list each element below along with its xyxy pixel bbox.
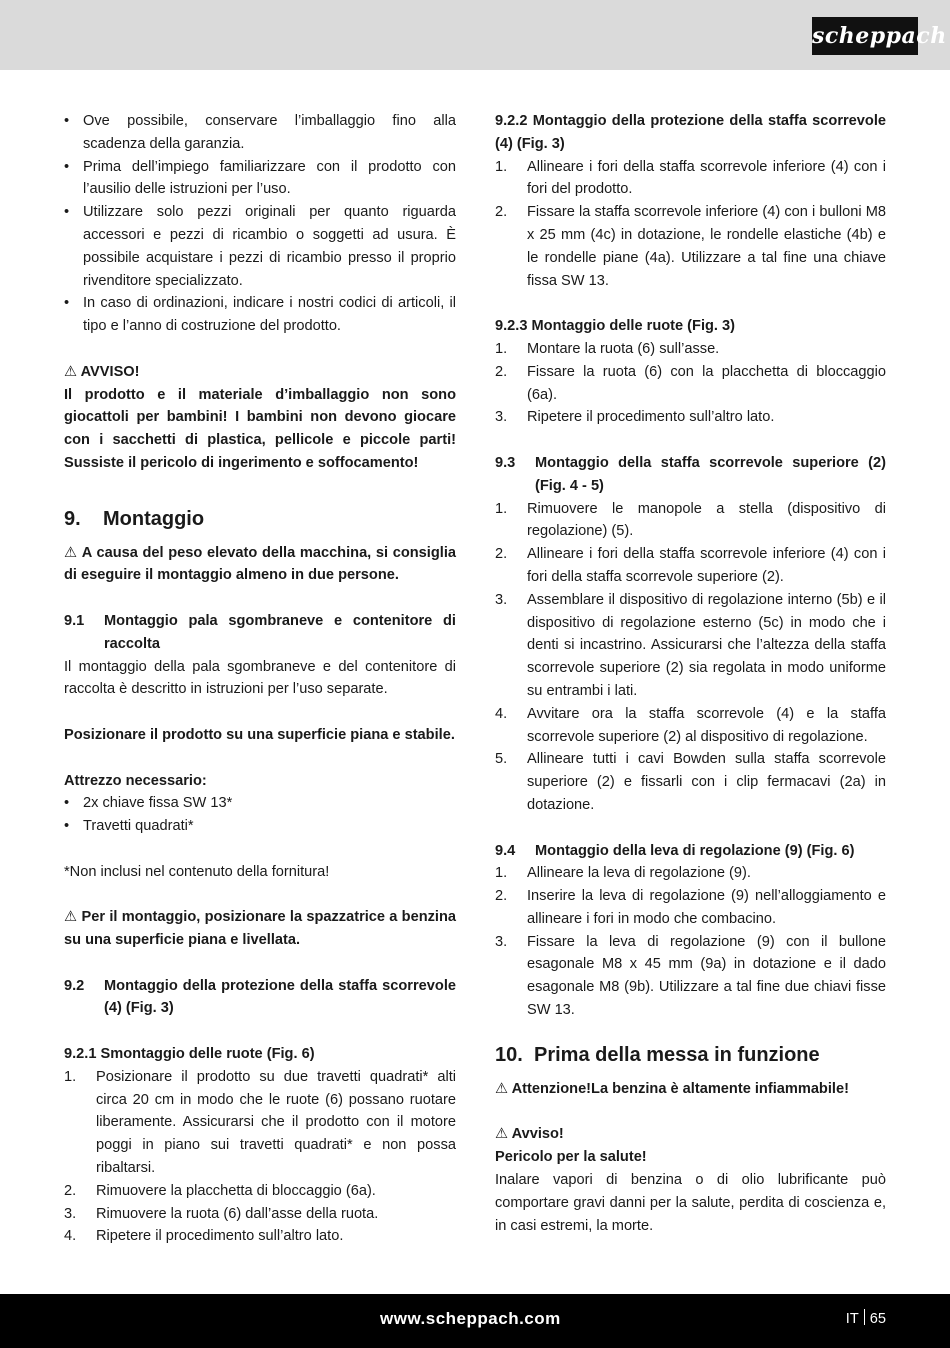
- section-heading-9-1: 9.1 Montaggio pala sgombraneve e contenitore di raccolta: [64, 612, 456, 652]
- intro-bullet: • In caso di ordinazioni, indicare i nostri codici di articoli, il tipo e l’anno di costruzione del prodotto.: [64, 292, 456, 338]
- section-heading-9-4: 9.4 Montaggio della leva di regolazione (9) (Fig. 6): [495, 842, 855, 859]
- attention-warning: ⚠ Attenzione!La benzina è altamente infiammabile!: [495, 1080, 849, 1097]
- language-code: IT: [845, 1311, 859, 1327]
- section-text-9-1: Il montaggio della pala sgombraneve e del contenitore di raccolta è descritto in istruzioni per l’uso separate.: [64, 658, 456, 698]
- right-column: [495, 110, 886, 1237]
- petrol-warning: ⚠ Per il montaggio, posizionare la spazzatrice a benzina su una superficie piana e livellata.: [64, 909, 456, 949]
- page-number: 65: [869, 1311, 886, 1327]
- step-item: 2. Fissare la staffa scorrevole inferiore (4) con i bulloni M8 x 25 mm (4c) in dotazione, le rondelle elastiche (4b) e le rondelle piane (4a). Utilizzare a tal fine una chiave fissa SW 13.: [495, 204, 886, 289]
- section-heading-9-2: 9.2 Montaggio della protezione della staffa scorrevole (4) (Fig. 3): [64, 977, 456, 1017]
- left-column: [64, 110, 456, 1248]
- step-item: 2. Rimuovere la placchetta di bloccaggio (6a).: [64, 1182, 376, 1199]
- tools-title: Attrezzo necessario:: [64, 772, 207, 789]
- step-item: 3. Assemblare il dispositivo di regolazione interno (5b) e il dispositivo di regolazione esterno (5c) in modo che i denti si incastrino. Assicurarsi che l’altezza della staffa scorrevole superiore (2) sia regolata in modo uniforme su entrambi i lati.: [495, 591, 886, 699]
- step-item: 1. Allineare la leva di regolazione (9).: [495, 865, 751, 882]
- intro-bullet: • Ove possibile, conservare l’imballaggio fino alla scadenza della garanzia.: [64, 110, 456, 156]
- step-item: 2. Allineare i fori della staffa scorrevole inferiore (4) con i fori della staffa scorrevole superiore (2).: [495, 546, 886, 585]
- section-heading-9-2-3: 9.2.3 Montaggio delle ruote (Fig. 3): [495, 318, 736, 335]
- step-item: 1. Rimuovere le manopole a stella (dispositivo di regolazione) (5).: [495, 500, 886, 540]
- step-item: 4. Avvitare ora la staffa scorrevole (4) e la staffa scorrevole superiore (2) al dispositivo di regolazione.: [495, 705, 886, 745]
- intro-bullet: • Utilizzare solo pezzi originali per quanto riguarda accessori e pezzi di ricambio o soggetti ad usura. È possibile acquistare i pezzi di ricambio presso il proprio rivenditore specializzato.: [64, 201, 456, 292]
- step-item: 1. Posizionare il prodotto su due travetti quadrati* alti circa 20 cm in modo che le ruote (6) possano ruotare liberamente. Assicurarsi che il prodotto con il motore poggi in piano sui travetti quadrati* e non possa ribaltarsi.: [64, 1068, 456, 1177]
- step-item: 2. Fissare la ruota (6) con la placchetta di bloccaggio (6a).: [495, 363, 886, 403]
- section-heading-10: 10. Prima della messa in funzione: [495, 1043, 820, 1066]
- position-instruction: Posizionare il prodotto su una superficie piana e stabile.: [64, 726, 455, 743]
- section-heading-9-2-2: 9.2.2 Montaggio della protezione della staffa scorrevole (4) (Fig. 3): [495, 113, 886, 152]
- step-item: 1. Montare la ruota (6) sull’asse.: [495, 340, 720, 357]
- header-bar: [0, 0, 950, 70]
- footer-bar: [0, 1294, 950, 1348]
- weight-warning: ⚠ A causa del peso elevato della macchina, si consiglia di eseguire il montaggio almeno in due persone.: [64, 544, 456, 584]
- health-text: Inalare vapori di benzina o di olio lubrificante può comportare gravi danni per la salute, perdita di coscienza e, in casi estremi, la morte.: [495, 1172, 886, 1234]
- page-indicator: [846, 1308, 886, 1331]
- step-item: 1. Allineare i fori della staffa scorrevole inferiore (4) con i fori del prodotto.: [495, 158, 886, 198]
- health-title: Pericolo per la salute!: [495, 1149, 647, 1166]
- brand-logo: scheppach: [812, 17, 918, 55]
- step-item: 3. Ripetere il procedimento sull’altro lato.: [495, 409, 775, 426]
- step-item: 5. Allineare tutti i cavi Bowden sulla staffa scorrevole superiore (2) e fissarli con i clip fermacavi (2a) in dotazione.: [495, 751, 886, 813]
- warning-text: Il prodotto e il materiale d’imballaggio non sono giocattoli per bambini! I bambini non devono giocare con i sacchetti di plastica, pellicole e piccole parti! Sussiste il pericolo di ingerimento e soffocamento!: [64, 386, 456, 471]
- section-heading-9-3: 9.3 Montaggio della staffa scorrevole superiore (2) (Fig. 4 - 5): [495, 454, 886, 494]
- step-item: 3. Rimuovere la ruota (6) dall’asse della ruota.: [64, 1205, 379, 1222]
- section-heading-9-2-1: 9.2.1 Smontaggio delle ruote (Fig. 6): [64, 1046, 315, 1063]
- avviso-title: ⚠ Avviso!: [495, 1126, 564, 1143]
- step-item: 2. Inserire la leva di regolazione (9) nell’alloggiamento e allineare i fori in modo che combacino.: [495, 888, 886, 927]
- tool-item: • 2x chiave fissa SW 13*: [64, 792, 456, 815]
- step-item: 4. Ripetere il procedimento sull’altro lato.: [64, 1228, 344, 1245]
- step-item: 3. Fissare la leva di regolazione (9) con il bullone esagonale M8 x 45 mm (9a) in dotazione e il dado esagonale M8 (9b). Utilizzare a tal fine due chiavi fisse SW 13.: [495, 933, 886, 1019]
- section-heading-9: 9. Montaggio: [64, 507, 205, 530]
- tool-item: • Travetti quadrati*: [64, 815, 456, 838]
- intro-bullet: • Prima dell’impiego familiarizzare con il prodotto con l’ausilio delle istruzioni per l’uso.: [64, 156, 456, 202]
- website-link[interactable]: www.scheppach.com: [380, 1309, 561, 1328]
- not-included-note: *Non inclusi nel contenuto della fornitura!: [64, 863, 330, 880]
- warning-title: ⚠ AVVISO!: [64, 363, 140, 380]
